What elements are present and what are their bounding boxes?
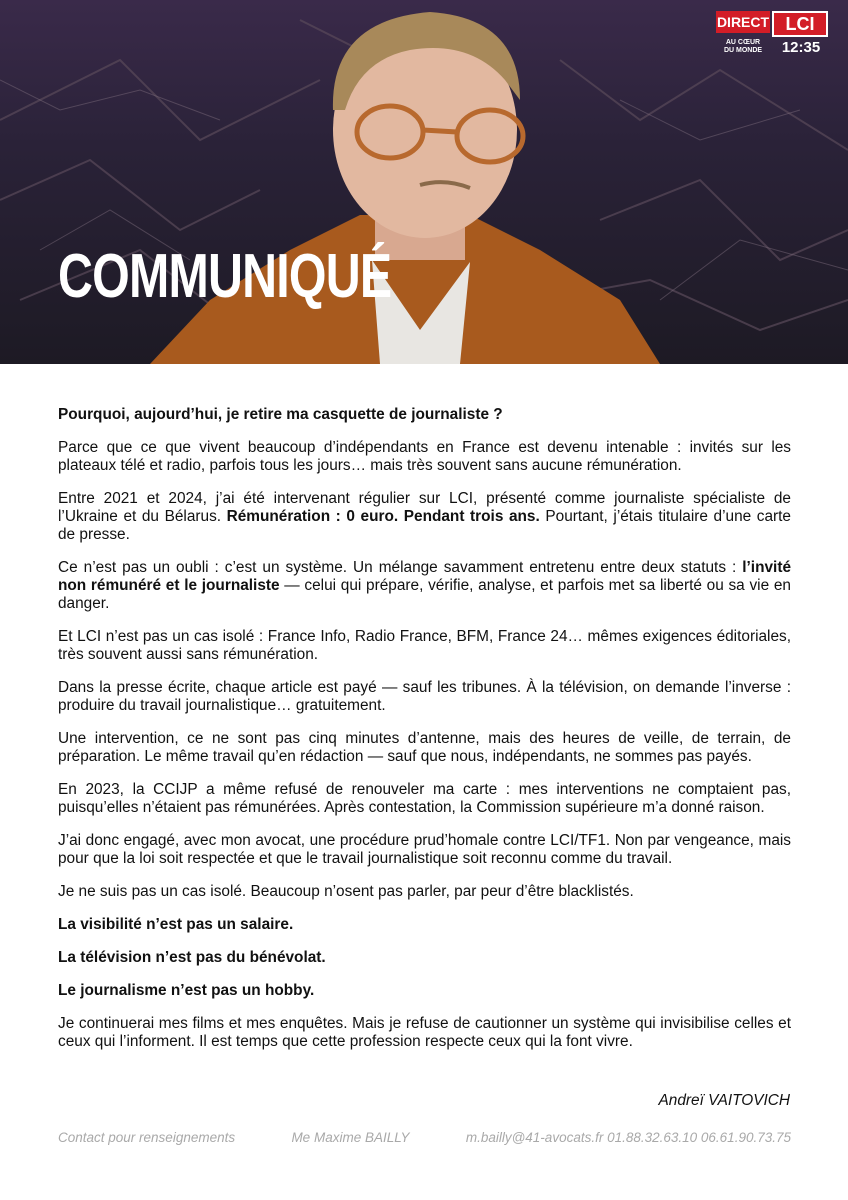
program-name-line1: AU CŒUR — [725, 39, 761, 46]
paragraph: Ce n’est pas un oubli : c’est un système. Un mélange savamment entretenu entre deux statuts : l’invité non rémunéré et le journaliste — celui qui prépare, vérifie, analyse, et parfois met sa liberté ou sa vie en danger. — [58, 559, 791, 612]
program-name — [716, 35, 770, 59]
lawyer-name: Me Maxime BAILLY — [291, 1130, 410, 1145]
page-title: COMMUNIQUÉ — [58, 242, 392, 311]
paragraph: J’ai donc engagé, avec mon avocat, une procédure prud’homale contre LCI/TF1. Non par vengeance, mais pour que la loi soit respectée et que le travail journalistique soit reconnu comme du travail. — [58, 832, 791, 867]
program-name-line2: DU MONDE — [723, 47, 763, 54]
paragraph: Parce que ce que vivent beaucoup d’indépendants en France est devenu intenable : invités sur les plateaux télé et radio, parfois tous les jours… mais très souvent sans aucune rémunération. — [58, 439, 791, 474]
header-photo — [0, 0, 848, 364]
statement-body — [58, 406, 791, 1066]
lead-question: Pourquoi, aujourd’hui, je retire ma casquette de journaliste ? — [58, 406, 503, 423]
tv-live-badge — [716, 11, 828, 61]
paragraph: Entre 2021 et 2024, j’ai été intervenant régulier sur LCI, présenté comme journaliste spécialiste de l’Ukraine et du Bélarus. Rémunération : 0 euro. Pendant trois ans. Pourtant, j’étais titulaire d’une carte de presse. — [58, 490, 791, 543]
contact-label: Contact pour renseignements — [58, 1130, 236, 1145]
broadcast-time: 12:35 — [781, 39, 821, 56]
paragraph: Et LCI n’est pas un cas isolé : France Info, Radio France, BFM, France 24… mêmes exigences éditoriales, très souvent aussi sans rémunération. — [58, 628, 791, 663]
contact-footer — [58, 1130, 791, 1145]
badge-direct: DIRECT — [716, 11, 770, 33]
paragraph: Je continuerai mes films et mes enquêtes. Mais je refuse de cautionner un système qui invisibilise celles et ceux qui l’informent. Il est temps que cette profession respecte ceux qui la font vivre. — [58, 1015, 791, 1050]
channel-logo: LCI — [772, 11, 828, 37]
contact-details: m.bailly@41-avocats.fr 01.88.32.63.10 06.61.90.73.75 — [465, 1130, 791, 1145]
slogan: La télévision n’est pas du bénévolat. — [58, 949, 326, 966]
signature: Andreï VAITOVICH — [658, 1092, 790, 1109]
slogan: Le journalisme n’est pas un hobby. — [58, 982, 315, 999]
slogan: La visibilité n’est pas un salaire. — [58, 916, 294, 933]
paragraph: Je ne suis pas un cas isolé. Beaucoup n’osent pas parler, par peur d’être blacklistés. — [58, 883, 634, 900]
paragraph: Une intervention, ce ne sont pas cinq minutes d’antenne, mais des heures de veille, de terrain, de préparation. Le même travail qu’en rédaction — sauf que nous, indépendants, ne sommes pas payés. — [58, 730, 791, 765]
paragraph: En 2023, la CCIJP a même refusé de renouveler ma carte : mes interventions ne comptaient pas, puisqu’elles n’étaient pas rémunérées. Après contestation, la Commission supérieure m’a donné raison. — [58, 781, 791, 816]
paragraph: Dans la presse écrite, chaque article est payé — sauf les tribunes. À la télévision, on demande l’inverse : produire du travail journalistique… gratuitement. — [58, 679, 791, 714]
